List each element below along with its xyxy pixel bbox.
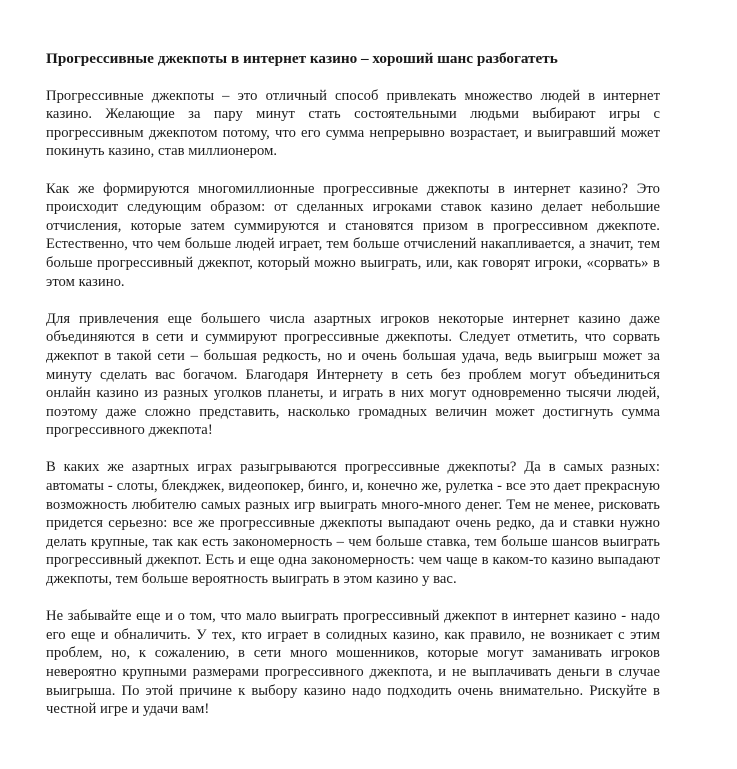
paragraph: Не забывайте еще и о том, что мало выиграть прогрессивный джекпот в интернет казино - надо его еще и обналичить. У тех, кто играет в солидных казино, как правило, не возникает с этим проблем, но, к сожалению, в сети много мошенников, которые могут заманивать игроков невероятно крупными размерами прогрессивного джекпота, и не выплачивать деньги в случае выигрыша. По этой причине к выбору казино надо подходить очень внимательно. Рискуйте в честной игре и удачи вам! bbox=[46, 608, 660, 718]
document-page bbox=[46, 50, 660, 719]
paragraph: Прогрессивные джекпоты – это отличный способ привлекать множество людей в интернет казино. Желающие за пару минут стать состоятельными людьми выбирают игры с прогрессивным джекпотом потому, что его сумма непрерывно возрастает, и выигравший может покинуть казино, став миллионером. bbox=[46, 87, 660, 160]
paragraph: Как же формируются многомиллионные прогрессивные джекпоты в интернет казино? Это происходит следующим образом: от сделанных игроками ставок казино делает небольшие отчисления, которые затем суммируются и становятся призом в прогрессивном джекпоте. Естественно, что чем больше людей играет, тем больше отчислений накапливается, а значит, тем больше прогрессивный джекпот, который можно выиграть, или, как говорят игроки, «сорвать» в этом казино. bbox=[46, 180, 660, 290]
paragraph: В каких же азартных играх разыгрываются прогрессивные джекпоты? Да в самых разных: автоматы - слоты, блекджек, видеопокер, бинго, и, конечно же, рулетка - все это дает прекрасную возможность любителю самых разных игр выиграть много-много денег. Тем не менее, рисковать придется серьезно: все же прогрессивные джекпоты выпадают очень редко, да и ставки нужно делать крупные, так как есть закономерность – чем больше ставка, тем больше шансов выиграть прогрессивный джекпот. Есть и еще одна закономерность: чем чаще в каком-то казино выпадают джекпоты, тем больше вероятность выиграть в этом казино у вас. bbox=[46, 459, 660, 588]
paragraph: Для привлечения еще большего числа азартных игроков некоторые интернет казино даже объединяются в сети и суммируют прогрессивные джекпоты. Следует отметить, что сорвать джекпот в такой сети – большая редкость, но и очень большая удача, ведь выигрыш может за минуту сделать вас богачом. Благодаря Интернету в сеть без проблем могут объединиться онлайн казино из разных уголков планеты, и играть в них могут одновременно тысячи людей, поэтому даже сложно представить, насколько громадных величин может достигнуть сумма прогрессивного джекпота! bbox=[46, 310, 660, 439]
document-title: Прогрессивные джекпоты в интернет казино – хороший шанс разбогатеть bbox=[46, 50, 558, 67]
